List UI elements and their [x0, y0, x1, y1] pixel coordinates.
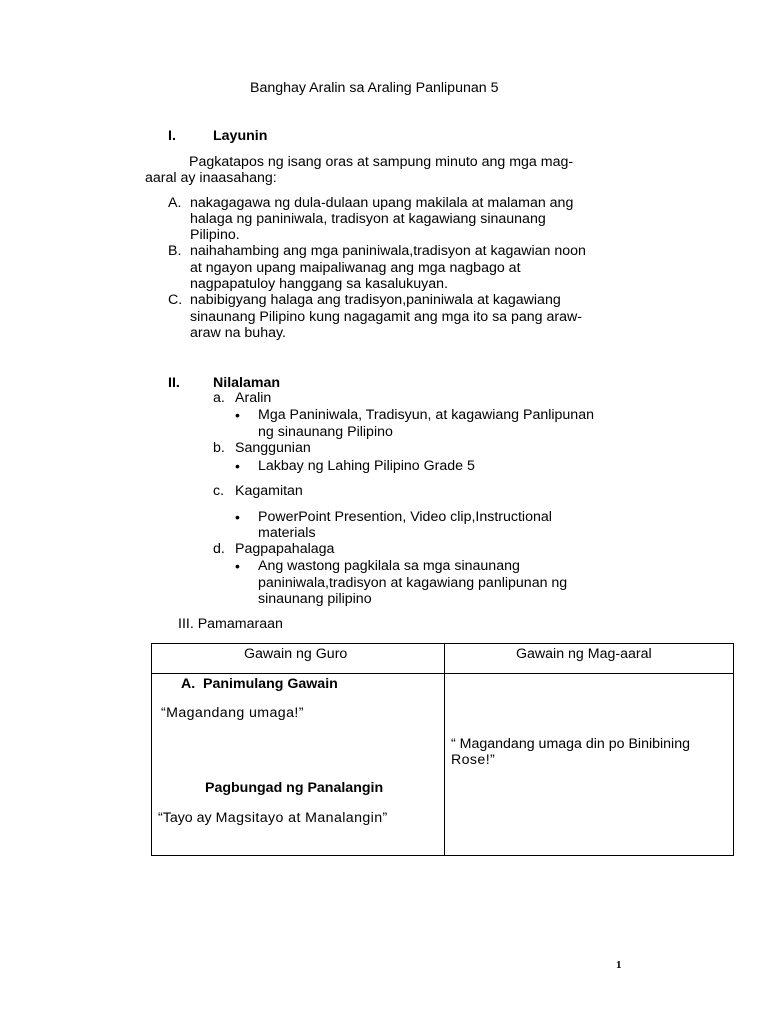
objective-b-line: nagpapatuloy hanggang sa kasalukuyan. [190, 276, 448, 292]
prayer-instruction: “Tayo ay Magsitayo at Manalangin” [158, 810, 388, 826]
table-header-cell [445, 644, 734, 674]
table-row [152, 674, 734, 856]
pamamaraan-table [151, 643, 734, 856]
student-reply-line: “ Magandang umaga din po Binibining [451, 736, 690, 752]
document-title: Banghay Aralin sa Araling Panlipunan 5 [250, 80, 499, 96]
sub-heading-marker: A. [181, 676, 196, 692]
objective-b-line: at ngayon upang maipaliwanag ang mga nagbago at [190, 260, 521, 276]
item-c-marker: c. [213, 483, 225, 499]
item-d-label: Pagpapahalaga [235, 541, 335, 557]
item-b-bullet-line: Lakbay ng Lahing Pilipino Grade 5 [258, 458, 475, 474]
item-d-marker: d. [213, 541, 225, 557]
table-header-row [152, 644, 734, 674]
bullet-icon: • [235, 509, 240, 525]
table-header-cell [152, 644, 445, 674]
objective-b-line: naihahambing ang mga paniniwala,tradisyon at kagawian noon [190, 243, 586, 259]
student-reply-line: Rose!” [451, 752, 496, 768]
objective-a-marker: A. [168, 195, 182, 211]
item-b-marker: b. [213, 440, 225, 456]
item-c-bullet-line: PowerPoint Presention, Video clip,Instructional [258, 509, 552, 525]
section-3-heading: III. Pamamaraan [178, 616, 283, 632]
objective-c-line: sinaunang Pilipino kung nagagamit ang mga ito sa pang araw- [190, 309, 582, 325]
item-a-label: Aralin [235, 390, 272, 406]
section-2-heading: Nilalaman [213, 375, 281, 391]
section-2-numeral: II. [168, 375, 180, 391]
teacher-activity-cell [152, 674, 445, 856]
item-c-bullet-line: materials [258, 525, 316, 541]
student-activity-cell [445, 674, 734, 856]
panimulang-gawain-heading: Panimulang Gawain [203, 676, 338, 692]
col-mag-aaral-header: Gawain ng Mag-aaral [516, 646, 652, 662]
item-d-bullet-line: paniniwala,tradisyon at kagawiang panlipunan ng [258, 575, 568, 591]
prayer-heading: Pagbungad ng Panalangin [205, 780, 384, 796]
objective-a-line: halaga ng paniniwala, tradisyon at kagawiang sinaunang [190, 211, 546, 227]
item-a-marker: a. [213, 390, 225, 406]
intro-line-2: aaral ay inaasahang: [145, 170, 277, 186]
page-number: 1 [616, 959, 622, 971]
teacher-greeting: “Magandang umaga!” [161, 705, 304, 721]
col-guro-header: Gawain ng Guro [244, 646, 348, 662]
objective-c-marker: C. [168, 292, 183, 308]
item-d-bullet-line: sinaunang pilipino [258, 591, 372, 607]
objective-a-line: nakagagawa ng dula-dulaan upang makilala at malaman ang [190, 195, 574, 211]
bullet-icon: • [235, 458, 240, 474]
objective-c-line: araw na buhay. [190, 325, 286, 341]
section-1-heading: Layunin [213, 128, 268, 144]
objective-b-marker: B. [168, 243, 182, 259]
item-a-bullet-line: Mga Paniniwala, Tradisyun, at kagawiang Panlipunan [258, 407, 594, 423]
item-b-label: Sanggunian [235, 440, 311, 456]
bullet-icon: • [235, 407, 240, 423]
bullet-icon: • [235, 558, 240, 574]
item-c-label: Kagamitan [235, 483, 303, 499]
intro-line-1: Pagkatapos ng isang oras at sampung minuto ang mga mag- [189, 154, 574, 170]
objective-c-line: nabibigyang halaga ang tradisyon,paniniwala at kagawiang [190, 292, 561, 308]
objective-a-line: Pilipino. [190, 227, 240, 243]
section-1-numeral: I. [168, 128, 176, 144]
item-a-bullet-line: ng sinaunang Pilipino [258, 424, 393, 440]
item-d-bullet-line: Ang wastong pagkilala sa mga sinaunang [258, 558, 520, 574]
